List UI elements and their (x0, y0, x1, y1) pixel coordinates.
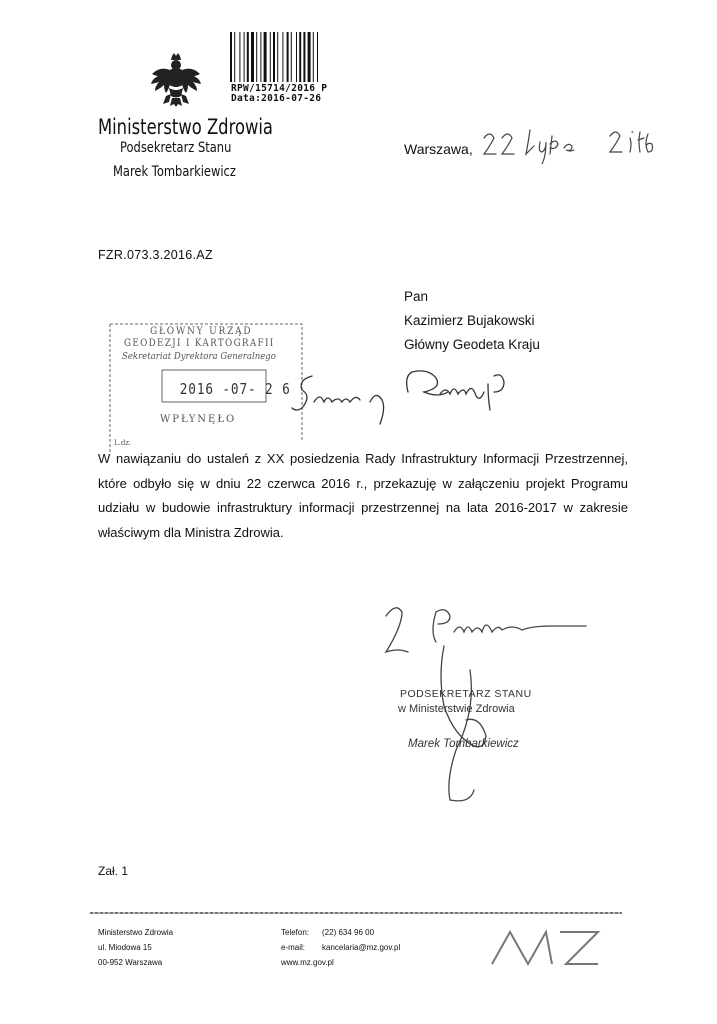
barcode-date: Data:2016-07-26 (231, 93, 322, 104)
letter-body: W nawiązaniu do ustaleń z XX posiedzenia Rady Infrastruktury Informacji Przestrzennej, które odbyło się w dniu 22 czerwca 2016 r., przekazuję w załączeniu projekt Programu udziału w budowie infrastruktury informacji przestrzennej na lata 2016-2017 w zakresie właściwym dla Ministra Zdrowia. (98, 451, 628, 540)
barcode-bar (282, 32, 283, 82)
ministry-name: Ministerstwo Zdrowia (98, 115, 273, 139)
sender-office: Podsekretarz Stanu (120, 140, 232, 156)
signature (360, 590, 610, 810)
barcode-bar (299, 32, 301, 82)
signatory-title: PODSEKRETARZ STANU (400, 688, 532, 700)
barcode-bar (247, 32, 249, 82)
polish-eagle-emblem-icon (150, 52, 202, 108)
stamp-ldz: L.dz. (114, 439, 132, 447)
stamp-line-1: GŁÓWNY URZĄD (150, 326, 253, 337)
addressee-title: Główny Geodeta Kraju (404, 337, 540, 352)
barcode-bar (277, 32, 278, 82)
place-label: Warszawa, (404, 141, 473, 157)
stamp-received: WPŁYNĘŁO (160, 414, 237, 425)
barcode-bar (287, 32, 289, 82)
stamp-line-3: Sekretariat Dyrektora Generalnego (122, 351, 276, 362)
barcode-bar (308, 32, 311, 82)
barcode-bar (244, 32, 245, 82)
barcode-bar (260, 32, 261, 82)
footer-address (98, 925, 173, 970)
barcode-bar (256, 32, 257, 82)
footer-divider (90, 912, 622, 914)
footer-street: ul. Miodowa 15 (98, 943, 152, 952)
footer-phone: (22) 634 96 00 (322, 928, 375, 937)
signatory-name: Marek Tombarkiewicz (408, 738, 519, 750)
signatory-institution: w Ministerstwie Zdrowia (398, 703, 515, 715)
barcode-bar (296, 32, 297, 82)
footer-postal: 00-952 Warszawa (98, 958, 163, 967)
barcode-bar (273, 32, 275, 82)
footer-contact-values (322, 925, 400, 955)
footer-email[interactable]: kancelaria@mz.gov.pl (322, 943, 401, 952)
stamp-line-2: GEODEZJI I KARTOGRAFII (124, 338, 275, 349)
barcode-bar (264, 32, 267, 82)
mz-logo-icon (490, 924, 602, 970)
stamp-date: 2016 -07- 2 6 (179, 380, 291, 398)
barcode-bar (291, 32, 292, 82)
barcode-bar (317, 32, 318, 82)
footer-email-label: e-mail: (281, 943, 306, 952)
footer-org: Ministerstwo Zdrowia (98, 928, 174, 937)
addressee-name: Kazimierz Bujakowski (404, 313, 535, 328)
addressee-salutation: Pan (404, 289, 429, 304)
barcode-bar (234, 32, 235, 82)
barcode-bar (270, 32, 271, 82)
barcode-bar (230, 32, 232, 82)
handwritten-note (290, 364, 580, 428)
barcode-bar (313, 32, 314, 82)
barcode-icon (229, 32, 333, 82)
footer-phone-label: Telefon: (281, 928, 310, 937)
attachments-note: Zał. 1 (98, 864, 129, 878)
barcode-bar (303, 32, 305, 82)
footer-contact-labels (281, 925, 309, 955)
barcode-number: RPW/15714/2016 P (231, 83, 328, 94)
handwritten-date (480, 124, 660, 164)
footer-website[interactable]: www.mz.gov.pl (281, 958, 334, 967)
reference-number: FZR.073.3.2016.AZ (98, 248, 213, 262)
barcode-bar (251, 32, 254, 82)
barcode-bar (239, 32, 240, 82)
sender-person: Marek Tombarkiewicz (113, 164, 236, 180)
